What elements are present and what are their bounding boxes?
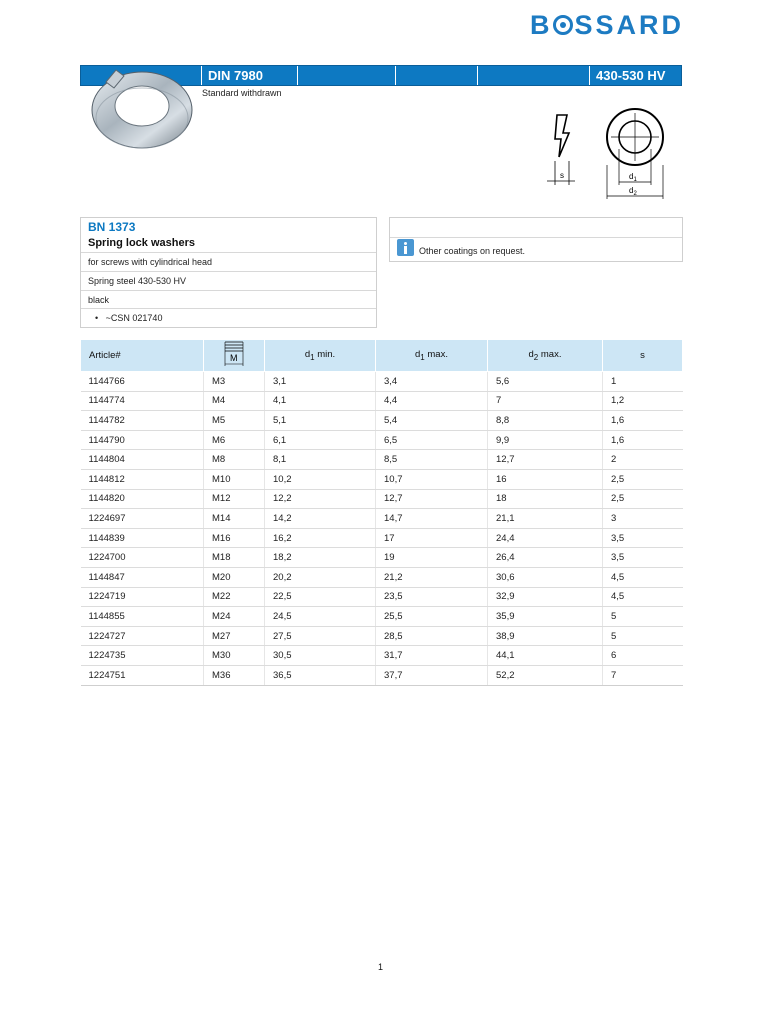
d1-max-cell: 23,5 [376,587,488,607]
product-info-box [80,217,377,328]
article-number-cell: 1224697 [81,509,204,529]
table-header-row [81,340,683,372]
d1-max-cell: 12,7 [376,489,488,509]
d2-max-cell: 30,6 [488,567,603,587]
d2-max-cell: 26,4 [488,548,603,568]
d1-max-cell: 14,7 [376,509,488,529]
table-row [81,548,683,568]
d1-max-cell: 19 [376,548,488,568]
d1-min-cell: 16,2 [265,528,376,548]
header-d2-max: $d_2$ max. [488,340,603,372]
d1-max-cell: 8,5 [376,450,488,470]
product-usage: for screws with cylindrical head [81,253,376,272]
thread-label: M [230,353,238,363]
thread-size-icon [221,340,247,368]
article-number-cell: 1144804 [81,450,204,470]
table-row [81,509,683,529]
table-row [81,646,683,666]
thickness-s-cell: 1,6 [603,411,683,431]
d1-max-cell: 28,5 [376,626,488,646]
d1-min-cell: 14,2 [265,509,376,529]
header-empty-cell-3 [477,66,589,85]
thread-size-cell: M20 [204,567,265,587]
header-thread [204,340,265,372]
thickness-s-cell: 1 [603,372,683,392]
d1-min-cell: 22,5 [265,587,376,607]
article-number-cell: 1144790 [81,430,204,450]
thread-size-cell: M14 [204,509,265,529]
product-material: Spring steel 430-530 HV [81,272,376,291]
d1-min-cell: 8,1 [265,450,376,470]
label-d2: $d_2$ [629,186,637,197]
article-number-cell: 1224735 [81,646,204,666]
header-s: s [603,340,683,372]
table-row [81,587,683,607]
thread-size-cell: M16 [204,528,265,548]
table-row [81,450,683,470]
page-number: 1 [378,962,384,972]
header-empty-cell-2 [395,66,477,85]
note-text: Other coatings on request. [419,246,526,256]
d2-max-cell: 44,1 [488,646,603,666]
thickness-s-cell: 2,5 [603,489,683,509]
equivalent-standard [81,309,376,327]
note-empty-row [390,218,682,238]
table-row [81,665,683,685]
thickness-s-cell: 6 [603,646,683,666]
info-icon [397,239,414,256]
thickness-s-cell: 3,5 [603,528,683,548]
thread-size-cell: M4 [204,391,265,411]
header-d1-max: $d_1$ max. [376,340,488,372]
thickness-s-cell: 4,5 [603,587,683,607]
thread-size-cell: M18 [204,548,265,568]
washer-photo [86,62,198,152]
d1-min-cell: 3,1 [265,372,376,392]
table-body [81,372,683,686]
thread-size-cell: M6 [204,430,265,450]
thread-size-cell: M3 [204,372,265,392]
d1-max-cell: 25,5 [376,607,488,627]
d1-max-cell: 21,2 [376,567,488,587]
d1-min-cell: 10,2 [265,469,376,489]
d2-max-cell: 38,9 [488,626,603,646]
note-box [389,217,683,262]
thickness-s-cell: 1,2 [603,391,683,411]
label-d1: $d_1$ [629,172,637,183]
d2-max-cell: 35,9 [488,607,603,627]
d1-min-cell: 24,5 [265,607,376,627]
logo-text-b: B [529,10,553,40]
d1-min-cell: 12,2 [265,489,376,509]
article-number-cell: 1224700 [81,548,204,568]
article-number-cell: 1144774 [81,391,204,411]
article-number-cell: 1144847 [81,567,204,587]
d2-max-cell: 52,2 [488,665,603,685]
d2-max-cell: 24,4 [488,528,603,548]
logo-o-icon [553,15,573,35]
thickness-s-cell: 5 [603,626,683,646]
d1-min-cell: 27,5 [265,626,376,646]
d2-max-cell: 12,7 [488,450,603,470]
standard-cell: DIN 7980 [201,66,297,85]
standard-status: Standard withdrawn [202,88,282,98]
label-s: s [560,171,564,180]
table-row [81,372,683,392]
article-number-cell: 1144782 [81,411,204,431]
d1-min-cell: 6,1 [265,430,376,450]
d2-max-cell: 5,6 [488,372,603,392]
thickness-s-cell: 1,6 [603,430,683,450]
thickness-s-cell: 5 [603,607,683,627]
thread-size-cell: M27 [204,626,265,646]
header-article: Article# [81,340,204,372]
d2-max-cell: 9,9 [488,430,603,450]
d2-max-cell: 16 [488,469,603,489]
table-row [81,430,683,450]
article-number-cell: 1144812 [81,469,204,489]
table-row [81,391,683,411]
thread-size-cell: M8 [204,450,265,470]
d1-max-cell: 4,4 [376,391,488,411]
thickness-s-cell: 4,5 [603,567,683,587]
table-row [81,567,683,587]
product-finish: black [81,291,376,309]
article-number-cell: 1224751 [81,665,204,685]
d1-max-cell: 17 [376,528,488,548]
bullet-icon: • [95,313,106,323]
table-row [81,411,683,431]
table-row [81,469,683,489]
table-row [81,528,683,548]
thread-size-cell: M30 [204,646,265,666]
d2-max-cell: 8,8 [488,411,603,431]
washer-dimension-drawing [545,105,665,205]
hardness-cell: 430-530 HV [589,66,681,85]
thickness-s-cell: 7 [603,665,683,685]
d1-min-cell: 5,1 [265,411,376,431]
d1-min-cell: 36,5 [265,665,376,685]
article-number-cell: 1144766 [81,372,204,392]
thickness-s-cell: 2 [603,450,683,470]
article-number-cell: 1144855 [81,607,204,627]
thread-size-cell: M22 [204,587,265,607]
table-row [81,489,683,509]
d2-max-cell: 21,1 [488,509,603,529]
product-name: Spring lock washers [81,235,376,253]
thread-size-cell: M5 [204,411,265,431]
d2-max-cell: 18 [488,489,603,509]
d1-min-cell: 4,1 [265,391,376,411]
d2-max-cell: 32,9 [488,587,603,607]
article-number-cell: 1144820 [81,489,204,509]
thread-size-cell: M36 [204,665,265,685]
equivalent-text: ~CSN 021740 [105,313,163,323]
d1-max-cell: 10,7 [376,469,488,489]
d1-max-cell: 31,7 [376,646,488,666]
article-number-cell: 1224727 [81,626,204,646]
product-code: BN 1373 [88,220,136,234]
header-empty-cell-1 [297,66,395,85]
dimension-table [80,339,683,686]
d1-max-cell: 37,7 [376,665,488,685]
thread-size-cell: M24 [204,607,265,627]
table-row [81,626,683,646]
article-number-cell: 1144839 [81,528,204,548]
bossard-logo [530,10,684,41]
header-d1-min: $d_1$ min. [265,340,376,372]
d1-min-cell: 18,2 [265,548,376,568]
thread-size-cell: M10 [204,469,265,489]
thickness-s-cell: 3,5 [603,548,683,568]
table-row [81,607,683,627]
thickness-s-cell: 3 [603,509,683,529]
d2-max-cell: 7 [488,391,603,411]
d1-max-cell: 6,5 [376,430,488,450]
article-number-cell: 1224719 [81,587,204,607]
d1-min-cell: 20,2 [265,567,376,587]
thread-size-cell: M12 [204,489,265,509]
logo-text-rest: SSARD [574,10,684,40]
d1-max-cell: 3,4 [376,372,488,392]
thickness-s-cell: 2,5 [603,469,683,489]
d1-max-cell: 5,4 [376,411,488,431]
d1-min-cell: 30,5 [265,646,376,666]
